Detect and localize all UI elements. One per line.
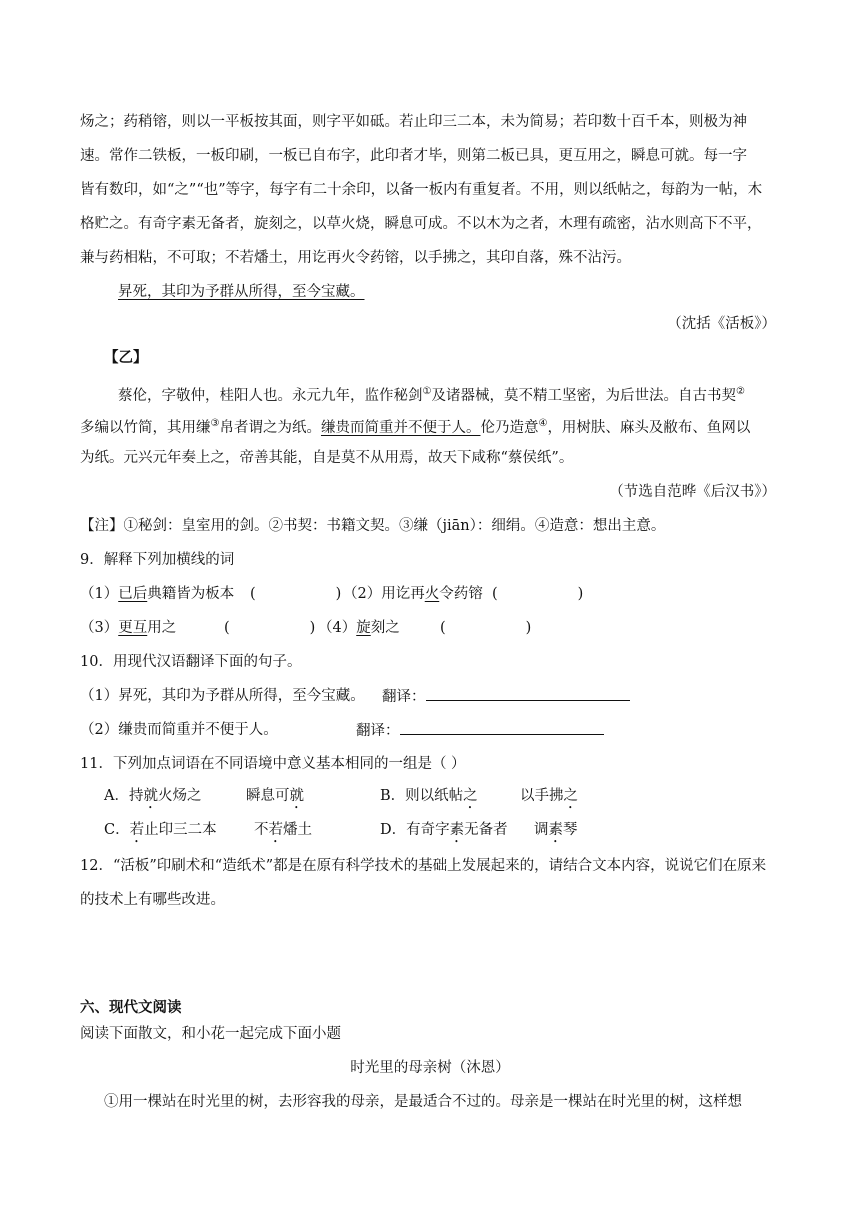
passage-jia-paragraph-2 xyxy=(118,282,365,302)
item-number: （1） xyxy=(80,586,119,602)
underlined-word: 旋 xyxy=(356,620,371,636)
text-segment: 刻之 xyxy=(370,620,400,636)
option-d[interactable] xyxy=(380,820,508,846)
underlined-word: 更互 xyxy=(118,620,148,636)
underlined-word: 已后 xyxy=(118,586,148,602)
paren: ) xyxy=(309,620,316,636)
text-segment: A．持 xyxy=(104,788,144,804)
passage-yi-line-3: 为纸。元兴元年奏上之，帝善其能，自是莫不从用焉，故天下咸称“蔡侯纸”。 xyxy=(80,450,574,466)
option-b[interactable] xyxy=(380,786,478,812)
essay-paragraph-1: ①用一棵站在时光里的树，去形容我的母亲，是最适合不过的。母亲是一棵站在时光里的树，这样想 xyxy=(104,1094,742,1110)
essay-title: 时光里的母亲树（沐恩） xyxy=(350,1060,510,1076)
question-9-item-3 xyxy=(80,618,176,638)
text-segment: 火炀之 xyxy=(157,788,202,804)
passage-jia-line-4: 格贮之。有奇字素无备者，旋刻之，以草火烧，瞬息可成。不以木为之者，木理有疏密，沾水则高下不平， xyxy=(80,216,762,232)
dotted-word: 素 xyxy=(548,822,563,838)
text-segment: 不 xyxy=(254,822,269,838)
translation-field-1[interactable] xyxy=(382,686,630,707)
text-segment: 帛者谓之为纸。 xyxy=(219,419,321,436)
text-segment: D．有奇字 xyxy=(380,822,450,838)
question-12-line-1: 12．“活板”印刷术和“造纸术”都是在原有科学技术的基础上发展起来的，请结合文本内容，说说它们在原来 xyxy=(80,858,767,874)
translation-field-2[interactable] xyxy=(356,720,604,741)
text-segment: 瞬息可 xyxy=(246,788,290,804)
option-b-context-2 xyxy=(520,786,578,812)
dotted-word: 素 xyxy=(449,822,465,838)
text-segment: 蔡伦，字敬仲，桂阳人也。永元九年，监作秘剑 xyxy=(118,387,423,404)
passage-jia-line-3: 皆有数印，如“之”“也”等字，每字有二十余印，以备一板内有重复者。不用，则以纸帖之，每韵为一帖，木 xyxy=(80,182,763,198)
text-segment: 以手拂 xyxy=(520,788,564,804)
note-marker-1: ① xyxy=(422,386,432,397)
question-9-item-1 xyxy=(80,584,234,604)
passage-jia-line-2: 速。常作二铁板，一板印刷，一板已自布字，此印者才毕，则第二板已具，更互用之，瞬息可就。每一字 xyxy=(80,148,747,164)
option-d-context-2 xyxy=(534,820,578,846)
dotted-word: 若 xyxy=(268,822,283,838)
dotted-word: 就 xyxy=(143,788,158,804)
paren: ( xyxy=(492,586,498,602)
option-c-context-2 xyxy=(254,820,312,846)
text-segment: 琴 xyxy=(563,822,578,838)
passage-yi-source: （节选自范晔《后汉书》） xyxy=(609,484,776,500)
paren: ) xyxy=(525,620,532,636)
text-segment: 令药镕 xyxy=(439,586,483,602)
question-11-stem: 11．下列加点词语在不同语境中意义基本相同的一组是（ ） xyxy=(80,756,466,772)
dotted-word: 若 xyxy=(129,822,145,838)
paren: ) xyxy=(577,586,584,602)
dotted-word: 就 xyxy=(289,788,304,804)
question-10-item-2: （2）缣贵而简重并不便于人。 xyxy=(80,722,278,738)
text-segment: 止印三二本 xyxy=(144,822,217,838)
answer-line[interactable] xyxy=(426,686,630,701)
answer-blank-2[interactable] xyxy=(492,584,583,604)
dotted-word: 之 xyxy=(563,788,578,804)
answer-blank-4[interactable] xyxy=(440,618,531,638)
answer-line[interactable] xyxy=(400,720,604,735)
paren: ( xyxy=(224,620,230,636)
text-segment: B．则以纸帖 xyxy=(380,788,464,804)
text-segment: 用之 xyxy=(147,620,177,636)
text-segment: 调 xyxy=(534,822,549,838)
item-number: （4） xyxy=(318,620,357,636)
underlined-word: 火 xyxy=(424,586,440,602)
text-segment: 典籍皆为板本 xyxy=(147,586,235,602)
passage-yi-line-1 xyxy=(118,382,745,406)
answer-blank-1[interactable] xyxy=(250,584,341,604)
underlined-sentence: 昇死，其印为予群从所得，至今宝藏。 xyxy=(118,284,365,300)
annotation-notes: 【注】①秘剑：皇室用的剑。②书契：书籍文契。③缣（jiān）：细绢。④造意：想出主意。 xyxy=(80,518,666,534)
translate-label: 翻译： xyxy=(382,689,426,705)
section-6-heading: 六、现代文阅读 xyxy=(80,999,182,1016)
option-a-context-2 xyxy=(246,786,304,812)
note-marker-3: ③ xyxy=(210,418,220,429)
note-marker-2: ② xyxy=(735,386,745,397)
passage-yi-label: 【乙】 xyxy=(104,349,148,366)
paren: ( xyxy=(440,620,446,636)
paren: ( xyxy=(250,586,256,602)
translate-label: 翻译： xyxy=(356,723,400,739)
passage-jia-line-5: 兼与药相粘，不可取；不若燔土，用讫再火令药镕，以手拂之，其印自落，殊不沾污。 xyxy=(80,250,631,266)
passage-yi-line-2 xyxy=(80,414,750,438)
note-marker-4: ④ xyxy=(538,418,548,429)
item-number: （3） xyxy=(80,620,119,636)
item-number: （2）用讫再 xyxy=(343,586,425,602)
question-12-line-2: 的技术上有哪些改进。 xyxy=(80,892,225,908)
text-segment: C． xyxy=(104,822,130,838)
passage-jia-source: （沈括《活板》） xyxy=(667,316,776,332)
dotted-word: 之 xyxy=(463,788,478,804)
text-segment: 多编以竹简，其用缣 xyxy=(80,419,211,436)
paren: ) xyxy=(335,586,342,602)
text-segment: 无备者 xyxy=(464,822,508,838)
option-c[interactable] xyxy=(104,820,217,846)
question-10-stem: 10．用现代汉语翻译下面的句子。 xyxy=(80,654,302,670)
option-a[interactable] xyxy=(104,786,201,812)
section-6-instruction: 阅读下面散文，和小花一起完成下面小题 xyxy=(80,1026,341,1042)
answer-blank-3[interactable] xyxy=(224,618,315,638)
question-10-item-1: （1）昇死，其印为予群从所得，至今宝藏。 xyxy=(80,688,365,704)
text-segment: 及诸器械，莫不精工坚密，为后世法。自古书契 xyxy=(431,387,736,404)
passage-jia-line-1: 炀之；药稍镕，则以一平板按其面，则字平如砥。若止印三二本，未为简易；若印数十百千本，则极为神 xyxy=(80,114,747,130)
text-segment: ，用树肤、麻头及敝布、鱼网以 xyxy=(547,419,751,436)
question-9-item-2 xyxy=(343,584,483,604)
question-9-stem: 9．解释下列加横线的词 xyxy=(80,552,235,568)
text-segment: 燔土 xyxy=(283,822,312,838)
text-segment: 伦乃造意 xyxy=(480,419,539,436)
question-9-item-4 xyxy=(318,618,400,638)
underlined-sentence: 缣贵而简重并不便于人。 xyxy=(320,419,481,436)
